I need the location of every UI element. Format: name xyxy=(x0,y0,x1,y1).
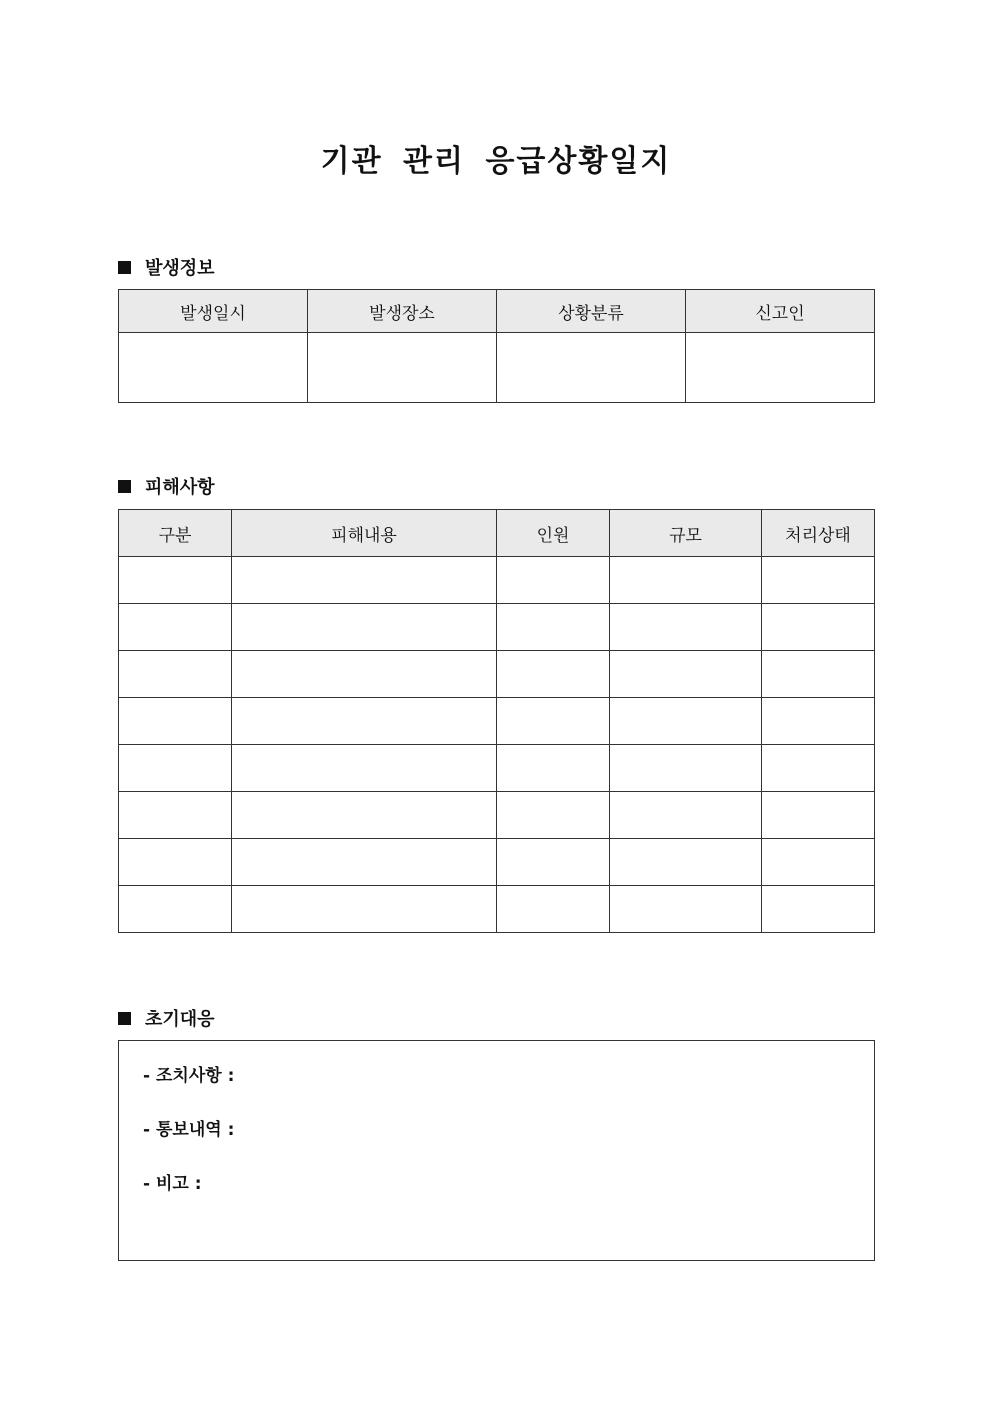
header-scale: 규모 xyxy=(610,510,762,557)
table-cell[interactable] xyxy=(610,792,762,839)
table-cell[interactable] xyxy=(497,792,610,839)
table-cell[interactable] xyxy=(232,839,497,886)
action-taken-line[interactable]: - 조치사항 : xyxy=(143,1066,235,1086)
table-row xyxy=(119,604,875,651)
table-cell[interactable] xyxy=(119,604,232,651)
section-heading-damage xyxy=(118,473,215,499)
table-row xyxy=(119,745,875,792)
section-heading-label: 초기대응 xyxy=(145,1009,215,1030)
table-cell[interactable] xyxy=(762,651,875,698)
header-damage-details: 피해내용 xyxy=(232,510,497,557)
table-cell[interactable] xyxy=(497,698,610,745)
table-cell[interactable] xyxy=(762,698,875,745)
header-personnel: 인원 xyxy=(497,510,610,557)
table-cell[interactable] xyxy=(497,651,610,698)
table-cell[interactable] xyxy=(119,557,232,604)
table-cell[interactable] xyxy=(119,886,232,933)
table-row xyxy=(119,333,875,403)
table-row xyxy=(119,792,875,839)
table-cell[interactable] xyxy=(232,745,497,792)
header-situation-category: 상황분류 xyxy=(497,290,686,333)
section-heading-occurrence xyxy=(118,254,215,280)
table-cell[interactable] xyxy=(686,333,875,403)
table-cell[interactable] xyxy=(762,792,875,839)
table-cell[interactable] xyxy=(119,651,232,698)
table-cell[interactable] xyxy=(610,745,762,792)
section-heading-initial-response xyxy=(118,1005,215,1031)
square-bullet-icon xyxy=(118,261,131,274)
damage-table xyxy=(118,509,875,933)
table-cell[interactable] xyxy=(497,557,610,604)
square-bullet-icon xyxy=(118,1012,131,1025)
table-cell[interactable] xyxy=(232,557,497,604)
table-cell[interactable] xyxy=(497,745,610,792)
header-status: 처리상태 xyxy=(762,510,875,557)
remarks-line[interactable]: - 비고 : xyxy=(143,1174,202,1194)
table-cell[interactable] xyxy=(762,604,875,651)
table-cell[interactable] xyxy=(119,839,232,886)
table-cell[interactable] xyxy=(762,557,875,604)
section-heading-label: 발생정보 xyxy=(145,258,215,279)
table-cell[interactable] xyxy=(308,333,497,403)
table-cell[interactable] xyxy=(232,886,497,933)
square-bullet-icon xyxy=(118,480,131,493)
document-title: 기관 관리 응급상황일지 xyxy=(320,144,672,179)
occurrence-table xyxy=(118,289,875,403)
table-cell[interactable] xyxy=(497,886,610,933)
table-cell[interactable] xyxy=(610,886,762,933)
header-occurrence-place: 발생장소 xyxy=(308,290,497,333)
table-cell[interactable] xyxy=(762,745,875,792)
initial-response-box xyxy=(118,1040,875,1261)
table-row xyxy=(119,839,875,886)
table-cell[interactable] xyxy=(610,604,762,651)
table-cell[interactable] xyxy=(232,651,497,698)
table-header-row xyxy=(119,290,875,333)
table-row xyxy=(119,698,875,745)
header-reporter: 신고인 xyxy=(686,290,875,333)
table-cell[interactable] xyxy=(610,839,762,886)
header-category: 구분 xyxy=(119,510,232,557)
table-cell[interactable] xyxy=(497,604,610,651)
table-cell[interactable] xyxy=(119,745,232,792)
section-heading-label: 피해사항 xyxy=(145,477,215,498)
table-cell[interactable] xyxy=(610,698,762,745)
table-cell[interactable] xyxy=(610,557,762,604)
table-cell[interactable] xyxy=(497,839,610,886)
table-cell[interactable] xyxy=(232,698,497,745)
table-cell[interactable] xyxy=(232,792,497,839)
header-occurrence-datetime: 발생일시 xyxy=(119,290,308,333)
table-cell[interactable] xyxy=(762,839,875,886)
table-cell[interactable] xyxy=(232,604,497,651)
table-cell[interactable] xyxy=(119,333,308,403)
table-cell[interactable] xyxy=(497,333,686,403)
table-row xyxy=(119,886,875,933)
table-header-row xyxy=(119,510,875,557)
notification-line[interactable]: - 통보내역 : xyxy=(143,1120,235,1140)
table-row xyxy=(119,651,875,698)
table-cell[interactable] xyxy=(610,651,762,698)
table-cell[interactable] xyxy=(119,698,232,745)
table-cell[interactable] xyxy=(762,886,875,933)
table-row xyxy=(119,557,875,604)
table-cell[interactable] xyxy=(119,792,232,839)
